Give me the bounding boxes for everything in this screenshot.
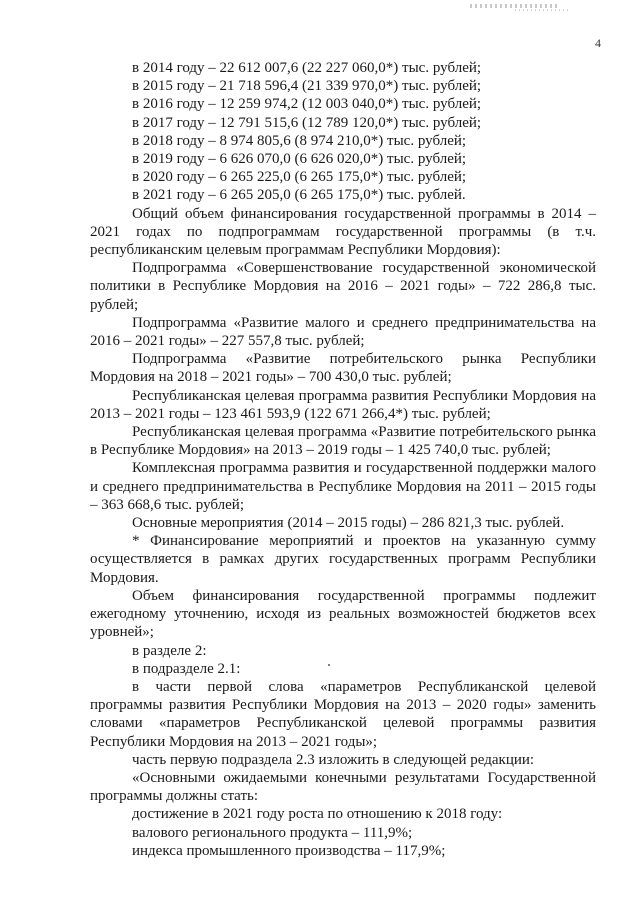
paragraph-subprogram-small-business: Подпрограмма «Развитие малого и среднего предпринимательства на 2016 – 2021 годы» – 227 557,8 тыс. рублей; (90, 314, 596, 350)
paragraph-grp-growth: валового регионального продукта – 111,9%; (132, 824, 413, 841)
paragraph-expected-results: «Основными ожидаемыми конечными результатами Государственной программы должны стать: (90, 769, 596, 805)
document-body (90, 59, 596, 860)
funding-line-2020: в 2020 году – 6 265 225,0 (6 265 175,0*) тыс. рублей; (132, 169, 467, 186)
scan-artifact (515, 9, 570, 11)
paragraph-section-2: в разделе 2: (132, 642, 207, 659)
paragraph-replace-words: в части первой слова «параметров Республиканской целевой программы развития Республики Мордовия на 2013 – 2020 годы» заменить словами «параметров Республиканской целевой программы развития Республики Мордовия на 2013 – 2021 годы»; (90, 678, 596, 750)
paragraph-target-program-development: Республиканская целевая программа развития Республики Мордовия на 2013 – 2021 годы – 123 461 593,9 (122 671 266,4*) тыс. рублей; (90, 387, 596, 422)
paragraph-subsection-2-3: часть первую подраздела 2.3 изложить в следующей редакции: (132, 751, 535, 768)
paragraph-subprogram-consumer-market: Подпрограмма «Развитие потребительского рынка Республики Мордовия на 2018 – 2021 годы» – 700 430,0 тыс. рублей; (90, 351, 596, 386)
funding-line-2018: в 2018 году – 8 974 805,6 (8 974 210,0*) тыс. рублей; (132, 132, 467, 149)
funding-line-2016: в 2016 году – 12 259 974,2 (12 003 040,0*) тыс. рублей; (132, 96, 482, 113)
paragraph-industrial-index: индекса промышленного производства – 117,9%; (132, 842, 446, 859)
paragraph-footnote: * Финансирование мероприятий и проектов на указанную сумму осуществляется в рамках других государственных программ Республики Мордовия. (90, 533, 596, 586)
funding-line-2019: в 2019 году – 6 626 070,0 (6 626 020,0*) тыс. рублей; (132, 151, 467, 168)
paragraph-complex-program: Комплексная программа развития и государственной поддержки малого и среднего предпринимательства в Республике Мордовия на 2011 – 2015 годы – 363 668,6 тыс. рублей; (90, 460, 596, 513)
funding-line-2015: в 2015 году – 21 718 596,4 (21 339 970,0*) тыс. рублей; (132, 78, 482, 95)
paragraph-target-program-consumer-market: Республиканская целевая программа «Развитие потребительского рынка в Республике Мордовия» на 2013 – 2019 годы – 1 425 740,0 тыс. рублей; (90, 424, 596, 459)
paragraph-total-funding: Общий объем финансирования государственной программы в 2014 – 2021 годах по подпрограммам государственной программы (в т.ч. республиканским целевым программам Республики Мордовия): (90, 205, 596, 259)
funding-line-2014: в 2014 году – 22 612 007,6 (22 227 060,0*) тыс. рублей; (132, 60, 482, 76)
paragraph-subsection-2-1: в подразделе 2.1: (132, 660, 241, 677)
funding-line-2017: в 2017 году – 12 791 515,6 (12 789 120,0*) тыс. рублей; (132, 114, 482, 131)
paragraph-annual-adjustment: Объем финансирования государственной программы подлежит ежегодному уточнению, исходя из реальных возможностей бюджетов всех уровней»; (90, 587, 596, 641)
paragraph-subprogram-economic-policy: Подпрограмма «Совершенствование государственной экономической политики в Республике Мордовия на 2016 – 2021 годы» – 722 286,8 тыс. рублей; (90, 260, 596, 313)
page-number: 4 (595, 36, 601, 50)
scan-artifact (470, 4, 560, 8)
paragraph-main-activities: Основные мероприятия (2014 – 2015 годы) – 286 821,3 тыс. рублей. (132, 515, 565, 532)
paragraph-growth-2021: достижение в 2021 году роста по отношению к 2018 году: (132, 806, 503, 823)
funding-line-2021: в 2021 году – 6 265 205,0 (6 265 175,0*) тыс. рублей. (132, 187, 466, 204)
